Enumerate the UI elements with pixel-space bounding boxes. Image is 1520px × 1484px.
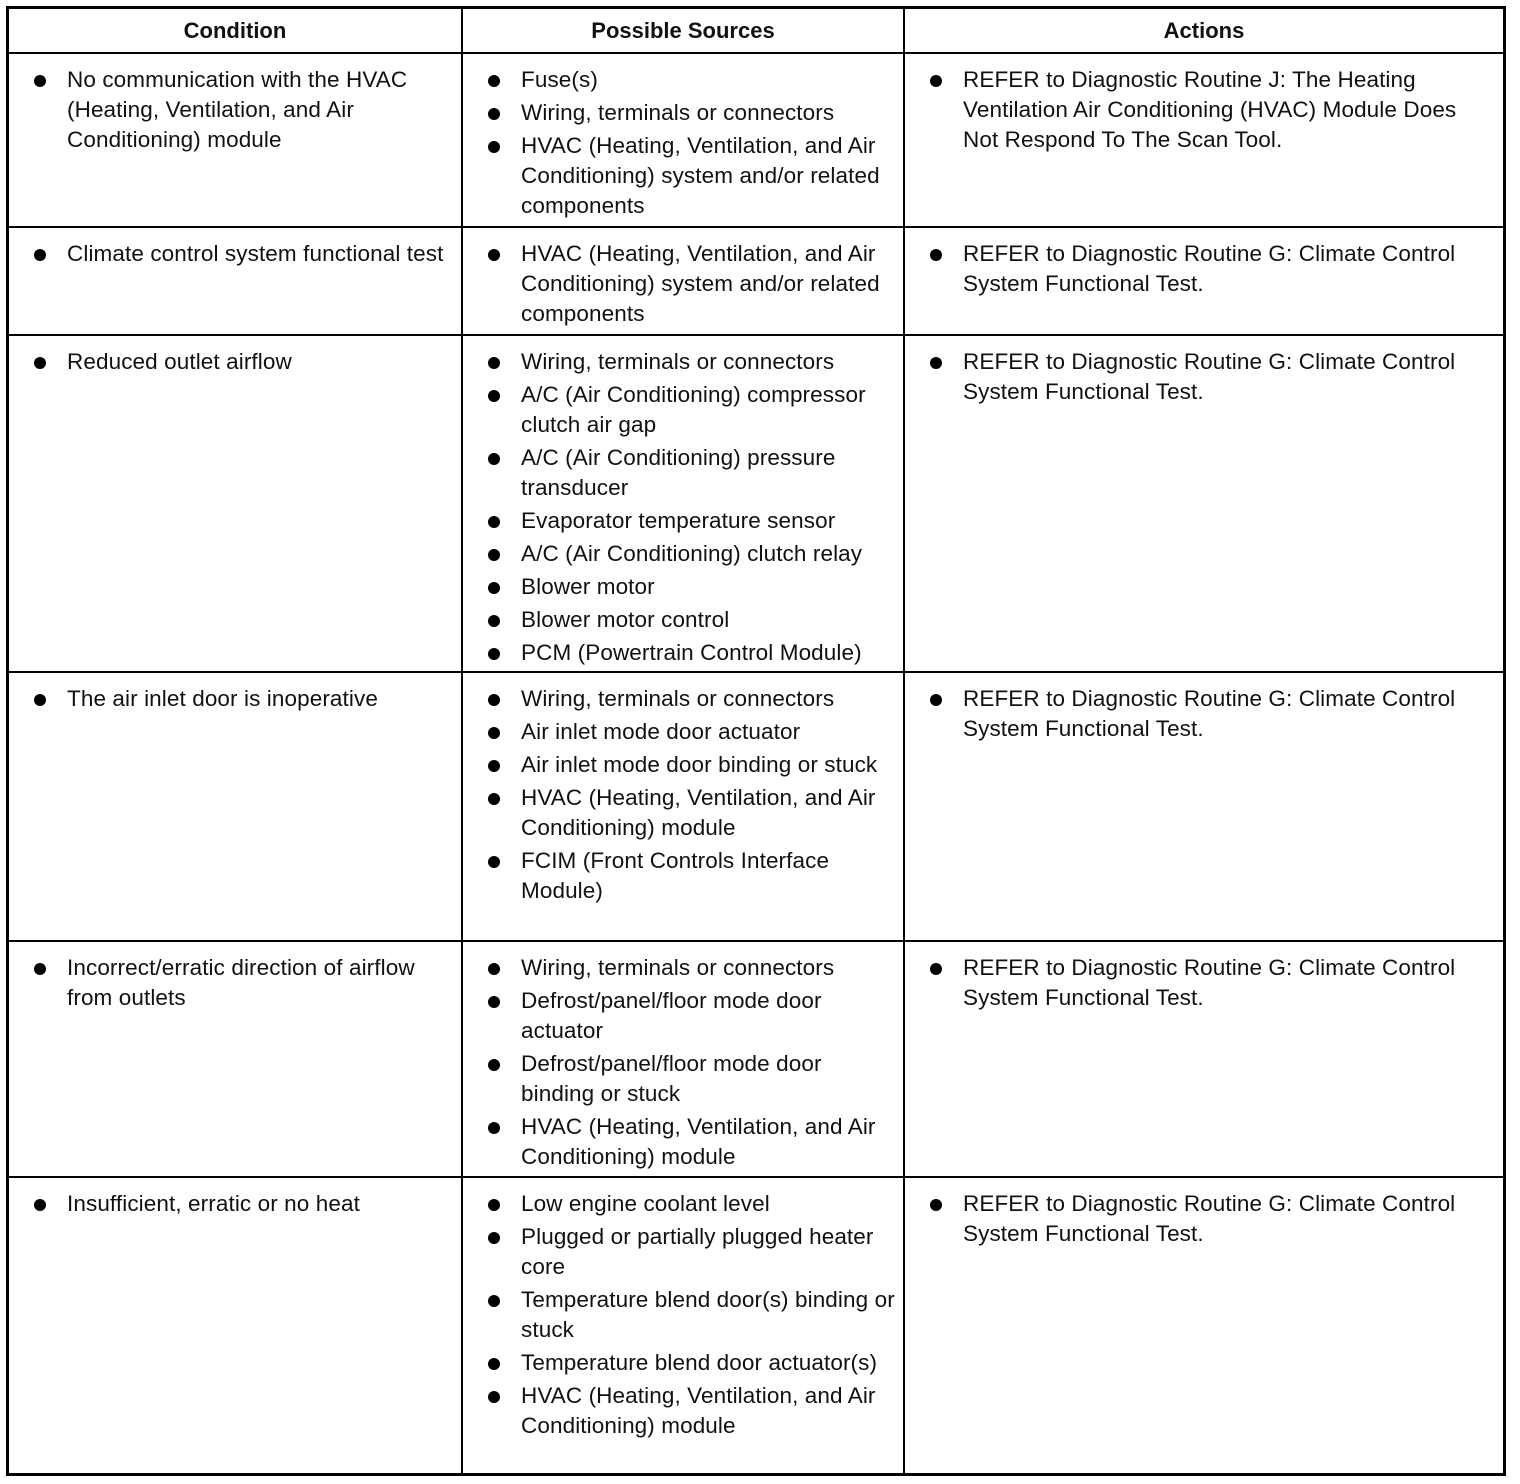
bullet-list (34, 239, 453, 269)
bullet-item: Temperature blend door(s) binding or stuck (488, 1285, 895, 1345)
bullet-item: FCIM (Front Controls Interface Module) (488, 846, 895, 906)
bullet-list (488, 953, 895, 1172)
diagnostic-table (6, 6, 1506, 1476)
actions-cell (905, 54, 1503, 228)
bullet-list (930, 65, 1495, 155)
bullet-list (34, 1189, 453, 1219)
bullet-list (930, 239, 1495, 299)
header-possible-sources: Possible Sources (463, 9, 905, 54)
bullet-item: A/C (Air Conditioning) compressor clutch air gap (488, 380, 895, 440)
bullet-item: Air inlet mode door actuator (488, 717, 895, 747)
bullet-list (34, 347, 453, 377)
bullet-item: HVAC (Heating, Ventilation, and Air Conditioning) system and/or related components (488, 131, 895, 221)
header-condition: Condition (9, 9, 463, 54)
bullet-item: Temperature blend door actuator(s) (488, 1348, 895, 1378)
bullet-list (930, 684, 1495, 744)
sources-cell (463, 336, 905, 673)
sources-cell (463, 673, 905, 942)
bullet-list (930, 953, 1495, 1013)
bullet-list (488, 239, 895, 329)
bullet-list (34, 65, 453, 155)
bullet-item: HVAC (Heating, Ventilation, and Air Conditioning) module (488, 783, 895, 843)
bullet-item: Insufficient, erratic or no heat (34, 1189, 453, 1219)
bullet-item: Wiring, terminals or connectors (488, 953, 895, 983)
bullet-list (34, 684, 453, 714)
bullet-list (34, 953, 453, 1013)
actions-cell (905, 942, 1503, 1178)
bullet-item: HVAC (Heating, Ventilation, and Air Conditioning) module (488, 1381, 895, 1441)
bullet-item: Defrost/panel/floor mode door binding or stuck (488, 1049, 895, 1109)
bullet-item: A/C (Air Conditioning) clutch relay (488, 539, 895, 569)
actions-cell (905, 673, 1503, 942)
condition-cell (9, 54, 463, 228)
bullet-item: Wiring, terminals or connectors (488, 347, 895, 377)
bullet-item: REFER to Diagnostic Routine G: Climate Control System Functional Test. (930, 684, 1495, 744)
sources-cell (463, 1178, 905, 1473)
bullet-list (488, 1189, 895, 1441)
bullet-item: A/C (Air Conditioning) pressure transducer (488, 443, 895, 503)
bullet-item: Incorrect/erratic direction of airflow from outlets (34, 953, 453, 1013)
bullet-list (930, 347, 1495, 407)
header-actions: Actions (905, 9, 1503, 54)
bullet-item: Air inlet mode door binding or stuck (488, 750, 895, 780)
bullet-item: Wiring, terminals or connectors (488, 684, 895, 714)
bullet-list (930, 1189, 1495, 1249)
bullet-item: REFER to Diagnostic Routine J: The Heating Ventilation Air Conditioning (HVAC) Module Does Not Respond To The Scan Tool. (930, 65, 1495, 155)
bullet-item: Defrost/panel/floor mode door actuator (488, 986, 895, 1046)
bullet-item: Wiring, terminals or connectors (488, 98, 895, 128)
bullet-item: REFER to Diagnostic Routine G: Climate Control System Functional Test. (930, 239, 1495, 299)
condition-cell (9, 1178, 463, 1473)
bullet-item: Fuse(s) (488, 65, 895, 95)
bullet-item: Plugged or partially plugged heater core (488, 1222, 895, 1282)
bullet-list (488, 65, 895, 221)
sources-cell (463, 228, 905, 336)
actions-cell (905, 228, 1503, 336)
condition-cell (9, 228, 463, 336)
bullet-item: No communication with the HVAC (Heating, Ventilation, and Air Conditioning) module (34, 65, 453, 155)
bullet-item: Evaporator temperature sensor (488, 506, 895, 536)
condition-cell (9, 942, 463, 1178)
condition-cell (9, 336, 463, 673)
bullet-item: Blower motor control (488, 605, 895, 635)
bullet-item: HVAC (Heating, Ventilation, and Air Conditioning) module (488, 1112, 895, 1172)
condition-cell (9, 673, 463, 942)
bullet-list (488, 347, 895, 668)
bullet-list (488, 684, 895, 906)
bullet-item: REFER to Diagnostic Routine G: Climate Control System Functional Test. (930, 347, 1495, 407)
sources-cell (463, 942, 905, 1178)
bullet-item: HVAC (Heating, Ventilation, and Air Conditioning) system and/or related components (488, 239, 895, 329)
sources-cell (463, 54, 905, 228)
bullet-item: PCM (Powertrain Control Module) (488, 638, 895, 668)
bullet-item: Climate control system functional test (34, 239, 453, 269)
bullet-item: REFER to Diagnostic Routine G: Climate Control System Functional Test. (930, 1189, 1495, 1249)
bullet-item: The air inlet door is inoperative (34, 684, 453, 714)
actions-cell (905, 1178, 1503, 1473)
bullet-item: REFER to Diagnostic Routine G: Climate Control System Functional Test. (930, 953, 1495, 1013)
bullet-item: Low engine coolant level (488, 1189, 895, 1219)
actions-cell (905, 336, 1503, 673)
bullet-item: Blower motor (488, 572, 895, 602)
bullet-item: Reduced outlet airflow (34, 347, 453, 377)
